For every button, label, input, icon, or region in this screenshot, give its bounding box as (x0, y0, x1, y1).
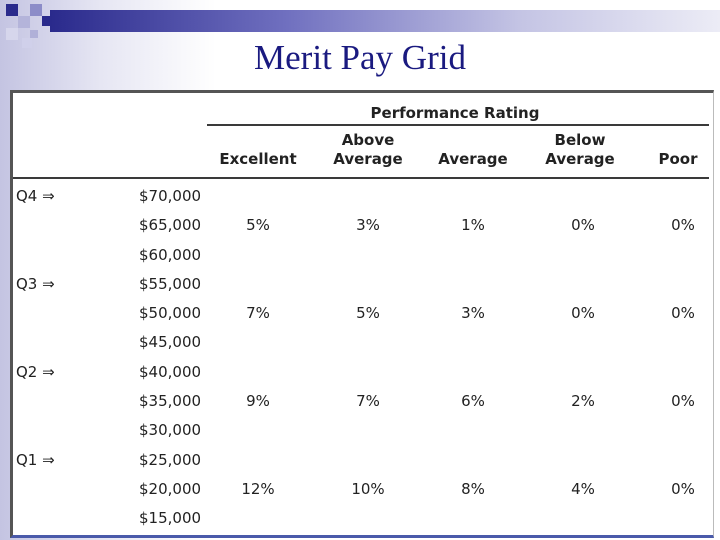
table-row (13, 445, 709, 474)
salary-cell: $30,000 (139, 421, 202, 440)
table-row (13, 269, 709, 298)
salary-cell: $70,000 (139, 187, 202, 205)
column-header-excellent (203, 131, 313, 169)
merit-percent-cell: 9% (246, 392, 270, 411)
salary-cell: $25,000 (139, 450, 202, 469)
merit-pay-table (10, 90, 714, 538)
merit-percent-cell: 5% (356, 304, 380, 323)
salary-cell: $60,000 (139, 245, 202, 264)
table-row (13, 327, 709, 356)
merit-percent-cell: 0% (671, 216, 695, 235)
merit-percent-cell: 0% (671, 392, 695, 411)
decor-square (42, 16, 52, 26)
quartile-label: Q2 ⇒ (16, 362, 55, 381)
salary-cell: $55,000 (139, 274, 202, 293)
decor-square (30, 4, 42, 16)
column-header-line: Above (341, 131, 395, 149)
slide-title: Merit Pay Grid (254, 38, 466, 77)
merit-percent-cell: 2% (571, 392, 595, 411)
column-header-line: Average (438, 150, 508, 168)
table-row (13, 240, 709, 269)
table-row (13, 474, 709, 503)
column-header-line: Average (333, 150, 403, 168)
merit-percent-cell: 3% (461, 304, 485, 323)
table-row (13, 210, 709, 239)
merit-percent-cell: 0% (671, 304, 695, 323)
merit-percent-cell: 5% (246, 216, 270, 235)
column-header-average (418, 131, 528, 169)
salary-cell: $40,000 (139, 362, 202, 381)
column-header-below-average (525, 131, 635, 169)
quartile-label: Q4 ⇒ (16, 187, 55, 205)
merit-percent-cell: 0% (571, 216, 595, 235)
merit-percent-cell: 10% (351, 479, 385, 498)
table-row (13, 386, 709, 415)
header-divider (207, 124, 709, 126)
column-header-above-average (313, 131, 423, 169)
merit-percent-cell: 1% (461, 216, 485, 235)
merit-percent-cell: 4% (571, 479, 595, 498)
salary-cell: $35,000 (139, 392, 202, 411)
table-row (13, 357, 709, 386)
table-row (13, 503, 709, 532)
column-header-line: Below (554, 131, 606, 149)
decor-square (18, 16, 30, 28)
salary-cell: $15,000 (139, 509, 202, 528)
column-header-line: Poor (658, 150, 698, 168)
quartile-label: Q1 ⇒ (16, 450, 55, 469)
merit-percent-cell: 8% (461, 479, 485, 498)
table-row (13, 181, 709, 210)
salary-cell: $50,000 (139, 304, 202, 323)
salary-cell: $20,000 (139, 479, 202, 498)
column-header-line: Excellent (219, 150, 297, 168)
merit-percent-cell: 3% (356, 216, 380, 235)
merit-percent-cell: 12% (241, 479, 275, 498)
table-row (13, 298, 709, 327)
merit-percent-cell: 7% (246, 304, 270, 323)
header-decoration-bar (50, 10, 720, 32)
column-header-line: Average (545, 150, 615, 168)
performance-rating-header: Performance Rating (370, 104, 540, 122)
table-body (13, 181, 709, 533)
quartile-label: Q3 ⇒ (16, 274, 55, 293)
table-row (13, 415, 709, 444)
merit-percent-cell: 6% (461, 392, 485, 411)
merit-percent-cell: 0% (671, 479, 695, 498)
decor-square (6, 4, 18, 16)
column-header-poor (623, 131, 720, 169)
decor-square (30, 30, 38, 38)
merit-percent-cell: 0% (571, 304, 595, 323)
salary-cell: $65,000 (139, 216, 202, 235)
salary-cell: $45,000 (139, 333, 202, 352)
merit-percent-cell: 7% (356, 392, 380, 411)
table-header-divider (13, 177, 709, 179)
